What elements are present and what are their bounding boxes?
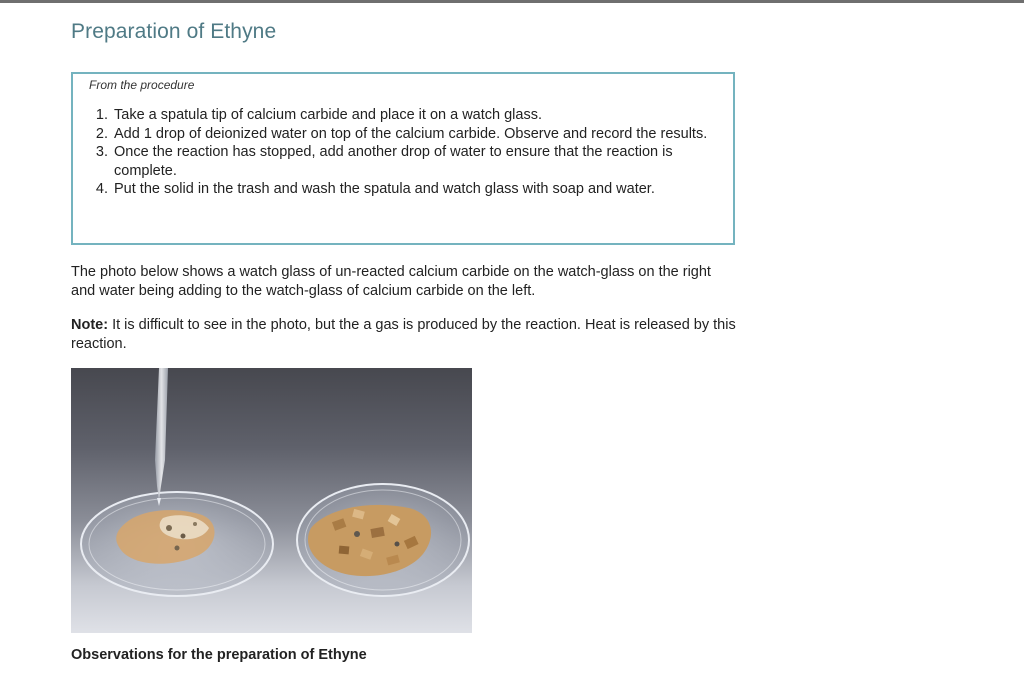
figure-caption: Observations for the preparation of Ethyne	[71, 647, 367, 663]
procedure-label: From the procedure	[89, 78, 195, 92]
left-watch-glass	[81, 492, 273, 596]
procedure-steps	[89, 106, 716, 199]
note-paragraph	[71, 316, 736, 354]
procedure-step: 4. Put the solid in the trash and wash the spatula and watch glass with soap and water.	[112, 180, 716, 199]
top-divider	[0, 0, 1024, 3]
reaction-photo-illustration	[71, 368, 472, 633]
procedure-step: 3. Once the reaction has stopped, add another drop of water to ensure that the reaction is complete.	[112, 143, 716, 180]
note-text: It is difficult to see in the photo, but the a gas is produced by the reaction. Heat is released by this reaction.	[71, 317, 736, 352]
photo-description: The photo below shows a watch glass of un-reacted calcium carbide on the watch-glass on the right and water being adding to the watch-glass of calcium carbide on the left.	[71, 264, 711, 299]
reaction-photo	[71, 368, 472, 633]
procedure-step: 2. Add 1 drop of deionized water on top of the calcium carbide. Observe and record the results.	[112, 125, 716, 144]
procedure-step: 1. Take a spatula tip of calcium carbide and place it on a watch glass.	[112, 106, 716, 125]
pipette	[155, 368, 168, 506]
page-title: Preparation of Ethyne	[71, 20, 277, 43]
note-label: Note:	[71, 317, 109, 333]
right-watch-glass	[297, 484, 469, 596]
procedure-box	[71, 72, 735, 245]
